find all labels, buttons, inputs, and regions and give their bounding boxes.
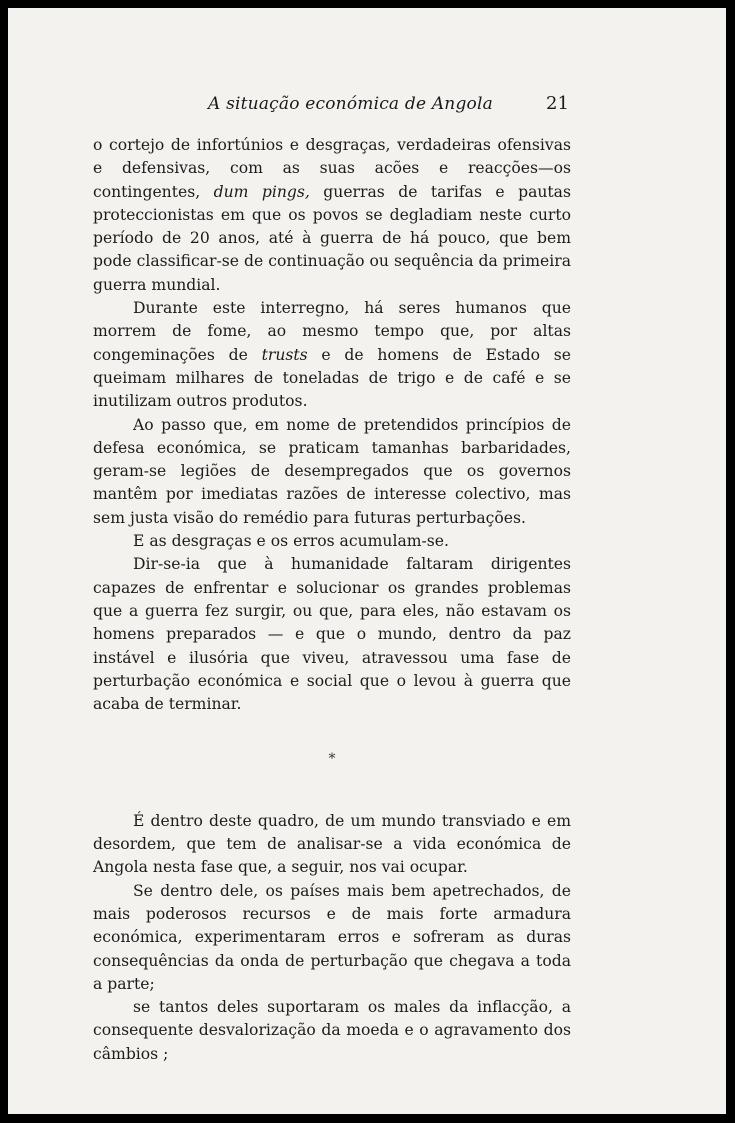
paragraph-2-italic: trusts	[261, 345, 308, 364]
paragraph-3: Ao passo que, em nome de pretendidos princípios de defesa económica, se praticam tamanhas barbaridades, geram-se legiões de desempregados que os governos mantêm por imediatas razões de interesse colectivo, mas sem justa visão do remédio para futuras perturbações.	[93, 415, 571, 527]
running-title: A situação económica de Angola	[208, 94, 493, 114]
paragraph-2	[93, 297, 571, 413]
book-page	[8, 8, 726, 1114]
paragraph-1-italic: dum pings,	[213, 182, 310, 201]
paragraph-2-text-b: e de homens de Estado se queimam milhares de toneladas de trigo e de café e se inutilizam outros produtos.	[93, 345, 571, 411]
paragraph-7: Se dentro dele, os países mais bem apetrechados, de mais poderosos recursos e de mais forte armadura económica, experimentaram erros e sofreram as duras consequências da onda de perturbação que chegava a toda a parte;	[93, 881, 571, 993]
paragraph-4: E as desgraças e os erros acumulam-se.	[133, 532, 449, 551]
paragraph-5: Dir-se-ia que à humanidade faltaram dirigentes capazes de enfrentar e solucionar os grandes problemas que a guerra fez surgir, ou que, para eles, não estavam os homens preparados — e que o mundo, dentro da paz instável e ilusória que viveu, atravessou uma fase de perturbação económica e social que o levou à guerra que acaba de terminar.	[93, 555, 571, 714]
paragraph-1-text-a: o cortejo de infortúnios e desgraças, verdadeiras ofensivas e defensivas, com as suas acões e reacções—os contingentes,	[93, 136, 571, 201]
page-number: 21	[546, 93, 569, 114]
paragraph-1	[93, 134, 571, 297]
section-separator: *	[328, 751, 336, 768]
paragraph-8: se tantos deles suportaram os males da inflacção, a consequente desvalorização da moeda e o agravamento dos câmbios ;	[93, 998, 571, 1063]
paragraph-6: É dentro deste quadro, de um mundo transviado e em desordem, que tem de analisar-se a vida económica de Angola nesta fase que, a seguir, nos vai ocupar.	[93, 811, 571, 877]
paragraph-1-text-b: guerras de tarifas e pautas proteccionistas em que os povos se degladiam neste curto período de 20 anos, até à guerra de há pouco, que bem pode classificar-se de continuação ou sequência da primeira guerra mundial.	[93, 182, 571, 294]
paragraph-2-text-a: Durante este interregno, há seres humanos que morrem de fome, ao mesmo tempo que, por altas congeminações de	[93, 299, 571, 364]
page-header	[8, 94, 726, 120]
body-text	[93, 134, 571, 1066]
